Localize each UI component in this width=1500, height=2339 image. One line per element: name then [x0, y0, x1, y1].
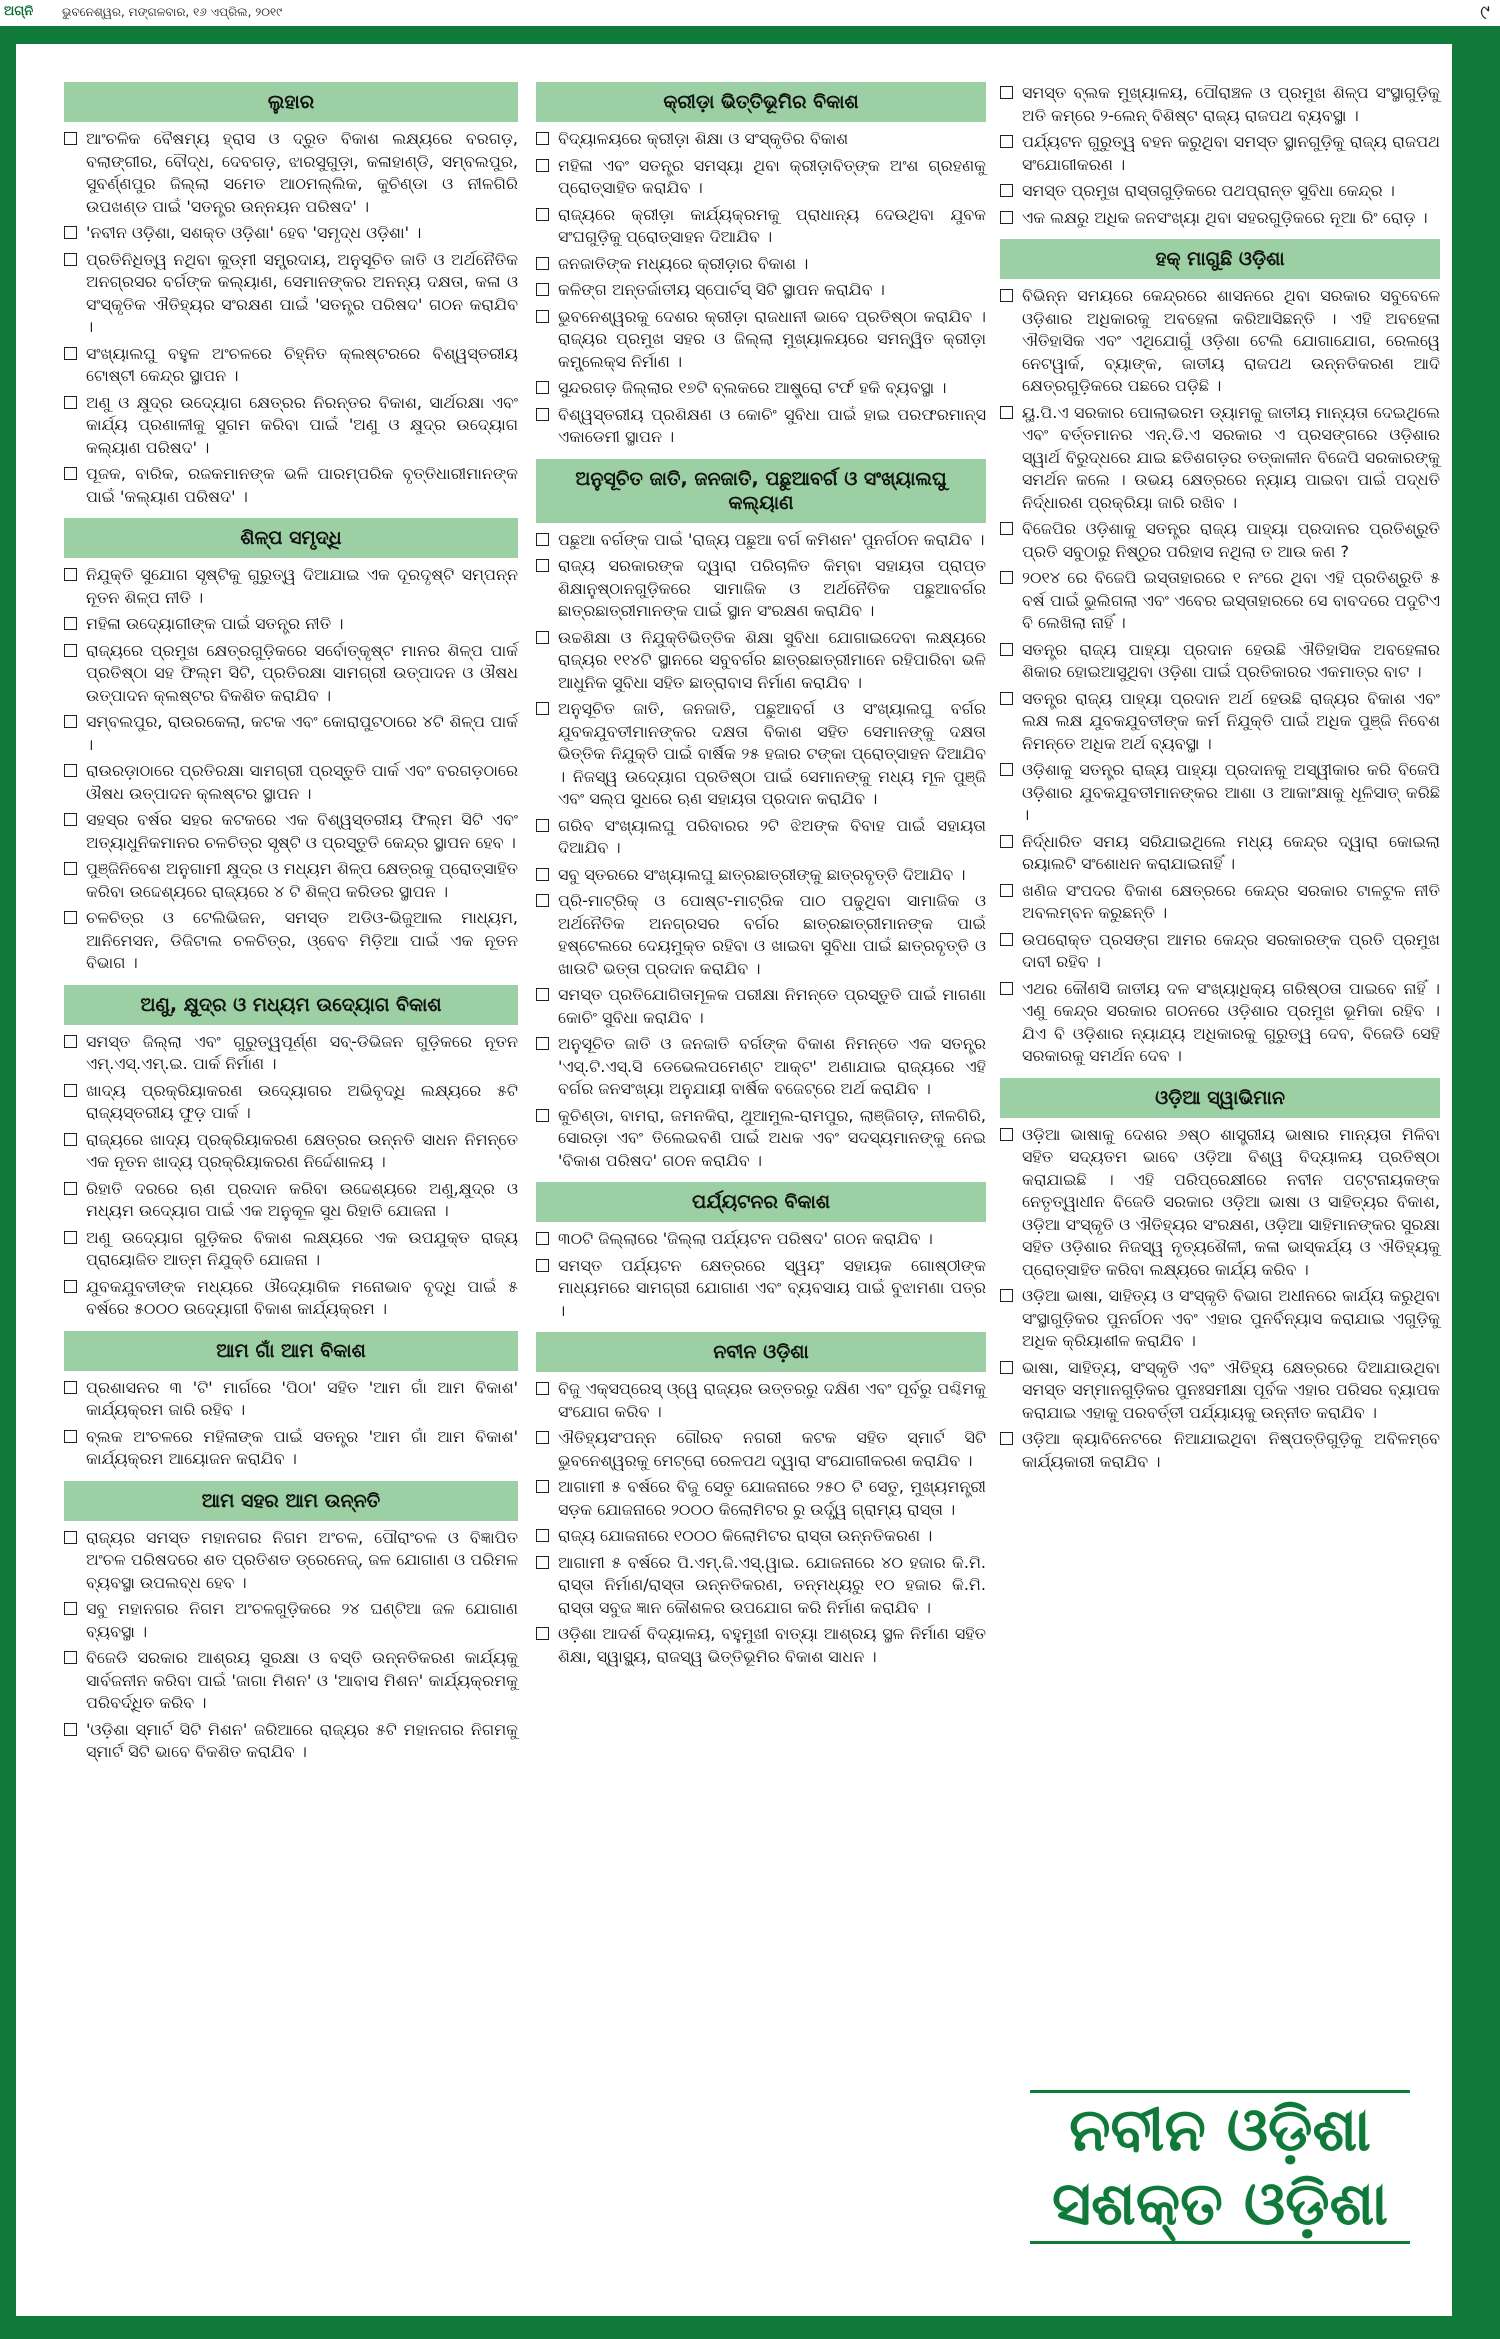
- list-item-text: ସତନ୍ତ୍ର ରାଜ୍ୟ ପାହ୍ୟା ପ୍ରଦାନ ହେଉଛି ଐତିହାସିକ ଅବହେଳାର ଶିକାର ହୋଇଆସୁଥିବା ଓଡ଼ିଶା ପାଇଁ ପ୍ରତିକାରର ଏକମାତ୍ର ବାଟ ।: [1022, 639, 1440, 681]
- list-item-text: ବ୍ଲକ ଅଂଚଳରେ ମହିଳାଙ୍କ ପାଇଁ ସତନ୍ତ୍ର 'ଆମ ଗାଁ ଆମ ବିକାଶ' କାର୍ଯ୍ୟକ୍ରମ ଆୟୋଜନ କରାଯିବ ।: [86, 1426, 518, 1468]
- checkbox-bullet-icon: [64, 813, 77, 826]
- section-title: ଶିଳ୍ପ ସମୃଦ୍ଧି: [64, 518, 518, 558]
- checkbox-bullet-icon: [536, 702, 549, 715]
- checkbox-bullet-icon: [1000, 643, 1013, 656]
- checkbox-bullet-icon: [64, 764, 77, 777]
- list-item-text: ସବୁ ମହାନଗର ନିଗମ ଅଂଚଳଗୁଡ଼ିକରେ ୨୪ ଘଣ୍ଟିଆ ଜଳ ଯୋଗାଣ ବ୍ୟବସ୍ଥା ।: [86, 1599, 518, 1641]
- list-item: [536, 128, 986, 151]
- list-item: [64, 1527, 518, 1595]
- checkbox-bullet-icon: [64, 862, 77, 875]
- list-item: [64, 1598, 518, 1643]
- column-left: [64, 82, 518, 1774]
- list-item: [64, 1129, 518, 1174]
- list-item: [536, 1255, 986, 1323]
- list-item: [536, 204, 986, 249]
- section-title: ଓଡ଼ିଆ ସ୍ୱାଭିମାନ: [1000, 1078, 1440, 1118]
- checkbox-bullet-icon: [536, 1529, 549, 1542]
- list-item-text: ସତନ୍ତ୍ର ରାଜ୍ୟ ପାହ୍ୟା ପ୍ରଦାନ ଅର୍ଥ ହେଉଛି ରାଜ୍ୟର ବିକାଶ ଏବଂ ଲକ୍ଷ ଲକ୍ଷ ଯୁବକଯୁବତୀଙ୍କ କର୍ମ ନିଯୁକ୍ତି ପାଇଁ ଅଧିକ ପୁଞ୍ଜି ନିବେଶ ନିମନ୍ତେ ଅଧିକ ଅର୍ଥ ବ୍ୟବସ୍ଥା ।: [1022, 688, 1440, 753]
- checkbox-bullet-icon: [536, 559, 549, 572]
- list-item-text: ବିଜେପିର ଓଡ଼ିଶାକୁ ସତନ୍ତ୍ର ରାଜ୍ୟ ପାହ୍ୟା ପ୍ରଦାନର ପ୍ରତିଶ୍ରୁତି ପ୍ରତି ସବୁଠାରୁ ନିଷ୍ଠୁର ପରିହାସ ନଥିଲା ତ ଆଉ କଣ ?: [1022, 519, 1440, 561]
- list-item: [64, 907, 518, 975]
- list-item-text: ସମସ୍ତ ପ୍ରତିଯୋଗିତାମୂଳକ ପରୀକ୍ଷା ନିମନ୍ତେ ପ୍ରସ୍ତୁତି ପାଇଁ ମାଗଣା କୋଚିଂ ସୁବିଧା କରାଯିବ ।: [558, 985, 986, 1027]
- section: [64, 985, 518, 1321]
- list-item: [536, 155, 986, 200]
- list-item: [64, 249, 518, 339]
- list-item: [1000, 1357, 1440, 1425]
- checkbox-bullet-icon: [64, 1035, 77, 1048]
- list-item: [1000, 1124, 1440, 1282]
- checkbox-bullet-icon: [1000, 1432, 1013, 1445]
- list-item: [64, 343, 518, 388]
- list-item-text: କଳିଙ୍ଗ ଅନ୍ତର୍ଜାତୀୟ ସ୍ପୋର୍ଟସ୍ ସିଟି ସ୍ଥାପନ କରାଯିବ ।: [558, 280, 885, 299]
- list-item: [536, 984, 986, 1029]
- checkbox-bullet-icon: [536, 1627, 549, 1640]
- list-item: [1000, 639, 1440, 684]
- list-item: [536, 253, 986, 276]
- list-item-text: ମହିଳା ଏବଂ ସତନ୍ତ୍ର ସମସ୍ୟା ଥିବା କ୍ରୀଡ଼ାବିତ୍‌ଙ୍କ ଅଂଶ ଗ୍ରହଣକୁ ପ୍ରୋତ୍ସାହିତ କରାଯିବ ।: [558, 155, 986, 197]
- list-item: [64, 640, 518, 708]
- list-item-text: ବିଶ୍ୱସ୍ତରୀୟ ପ୍ରଶିକ୍ଷଣ ଓ କୋଚିଂ ସୁବିଧା ପାଇଁ ହାଇ ପରଫରମାନ୍ସ ଏକାଡେମୀ ସ୍ଥାପନ ।: [558, 404, 986, 446]
- list-item: [1000, 518, 1440, 563]
- list-item-text: ରାଜ୍ୟ ସରକାରଙ୍କ ଦ୍ୱାରା ପରିଚାଳିତ କିମ୍ବା ସହାୟତା ପ୍ରାପ୍ତ ଶିକ୍ଷାନୁଷ୍ଠାନଗୁଡ଼ିକରେ ସାମାଜିକ ଓ ଅର୍ଥନୈତିକ ପଛୁଆବର୍ଗର ଛାତ୍ରଛାତ୍ରୀମାନଙ୍କ ପାଇଁ ସ୍ଥାନ ସଂରକ୍ଷଣ କରାଯିବ ।: [558, 556, 986, 620]
- list-item-text: ରାଜ୍ୟର ସମସ୍ତ ମହାନଗର ନିଗମ ଅଂଚଳ, ପୌରାଂଚଳ ଓ ବିଜ୍ଞାପିତ ଅଂଚଳ ପରିଷଦରେ ଶତ ପ୍ରତିଶତ ଡ୍ରେନେଜ୍, ଜଳ ଯୋଗାଣ ଓ ପରିମଳ ବ୍ୟବସ୍ଥା ଉପଲବ୍ଧ ହେବ ।: [86, 1527, 518, 1592]
- list-item: [64, 809, 518, 854]
- checkbox-bullet-icon: [64, 1531, 77, 1544]
- checkbox-bullet-icon: [64, 1084, 77, 1097]
- list-item: [536, 1378, 986, 1423]
- list-item-text: ସମସ୍ତ ଜିଲ୍ଲା ଏବଂ ଗୁରୁତ୍ୱପୂର୍ଣ୍ଣ ସବ୍-ଡିଭିଜନ ଗୁଡ଼ିକରେ ନୂତନ ଏମ୍.ଏସ୍.ଏମ୍.ଇ. ପାର୍କ ନିର୍ମାଣ ।: [86, 1031, 518, 1073]
- list-item-text: ଓଡ଼ିଆ ଭାଷା, ସାହିତ୍ୟ ଓ ସଂସ୍କୃତି ବିଭାଗ ଅଧୀନରେ କାର୍ଯ୍ୟ କରୁଥିବା ସଂସ୍ଥାଗୁଡ଼ିକର ପୁନର୍ଗଠନ ଏବଂ ଏହାର ପୁନର୍ବିନ୍ୟାସ କରାଯାଇ ଏଗୁଡ଼ିକୁ ଅଧିକ କ୍ରିୟାଶୀଳ କରାଯିବ ।: [1022, 1286, 1440, 1350]
- checkbox-bullet-icon: [64, 226, 77, 239]
- list-item-text: ସମସ୍ତ ପ୍ରମୁଖ ରାସ୍ତାଗୁଡ଼ିକରେ ପଥପ୍ରାନ୍ତ ସୁବିଧା କେନ୍ଦ୍ର ।: [1022, 181, 1395, 200]
- checkbox-bullet-icon: [536, 819, 549, 832]
- checkbox-bullet-icon: [536, 988, 549, 1001]
- section-title: ପର୍ଯ୍ୟଟନର ବିକାଶ: [536, 1182, 986, 1222]
- checkbox-bullet-icon: [536, 132, 549, 145]
- section: [536, 1182, 986, 1322]
- checkbox-bullet-icon: [536, 310, 549, 323]
- checkbox-bullet-icon: [64, 467, 77, 480]
- checkbox-bullet-icon: [1000, 1128, 1013, 1141]
- list-item: [64, 128, 518, 218]
- section-title: ହକ୍ ମାଗୁଛି ଓଡ଼ିଶା: [1000, 239, 1440, 279]
- list-item-text: ପ୍ରଶାସନର ୩ 'ଟି' ମାର୍ଗରେ 'ପିଠା' ସହିତ 'ଆମ ଗାଁ ଆମ ବିକାଶ' କାର୍ଯ୍ୟକ୍ରମ ଜାରି ରହିବ ।: [86, 1377, 518, 1419]
- list-item-text: ବିଭିନ୍ନ ସମୟରେ କେନ୍ଦ୍ରରେ ଶାସନରେ ଥିବା ସରକାର ସବୁବେଳେ ଓଡ଼ିଶାର ଅଧିକାରକୁ ଅବହେଳା କରିଆସିଛନ୍ତି । ଏହି ଅବହେଳା ଐତିହାସିକ ଏବଂ ଏଥିଯୋଗୁଁ ଓଡ଼ିଶା ଟେଲି ଯୋଗାଯୋଗ, ରେଲୱେ ନେଟୱାର୍କ, ବ୍ୟାଙ୍କ, ଜାତୀୟ ରାଜପଥ ଉନ୍ନତିକରଣ ଆଦି କ୍ଷେତ୍ରଗୁଡ଼ିକରେ ପଛରେ ପଡ଼ିଛି ।: [1022, 286, 1440, 395]
- list-item: [536, 864, 986, 887]
- list-item: [536, 404, 986, 449]
- list-item: [536, 377, 986, 400]
- section: [1000, 82, 1440, 229]
- checkbox-bullet-icon: [64, 347, 77, 360]
- checkbox-bullet-icon: [536, 1556, 549, 1569]
- checkbox-bullet-icon: [64, 1280, 77, 1293]
- checkbox-bullet-icon: [1000, 1361, 1013, 1374]
- checkbox-bullet-icon: [64, 1231, 77, 1244]
- checkbox-bullet-icon: [536, 381, 549, 394]
- green-border-frame: [0, 26, 1500, 2339]
- list-item: [64, 392, 518, 460]
- list-item: [64, 1178, 518, 1223]
- list-item-text: ଅନୁସୂଚିତ ଜାତି, ଜନଜାତି, ପଛୁଆବର୍ଗ ଓ ସଂଖ୍ୟାଲଘୁ ବର୍ଗର ଯୁବକଯୁବତୀମାନଙ୍କର ଦକ୍ଷତା ବିକାଶ ସହିତ ସେମାନଙ୍କୁ ଦକ୍ଷତା ଭିତ୍ତିକ ନିଯୁକ୍ତି ପାଇଁ ବାର୍ଷିକ ୨୫ ହଜାର ଟଙ୍କା ପ୍ରୋତ୍ସାହନ ଦିଆଯିବ । ନିଜସ୍ୱ ଉଦ୍ୟୋଗ ପ୍ରତିଷ୍ଠା ପାଇଁ ସେମାନଙ୍କୁ ମଧ୍ୟ ମୂଳ ପୁଞ୍ଜି ଏବଂ ସଲ୍ପ ସୁଧରେ ଋଣ ସହାୟତା ପ୍ରଦାନ କରାଯିବ ।: [558, 699, 986, 808]
- list-item-text: ଅନୁସୂଚିତ ଜାତି ଓ ଜନଜାତି ବର୍ଗଙ୍କ ବିକାଶ ନିମନ୍ତେ ଏକ ସତନ୍ତ୍ର 'ଏସ୍.ଟି.ଏସ୍.ସି ଡେଭେଲପମେଣ୍ଟ ଆକ୍ଟ' ଅଣାଯାଇ ରାଜ୍ୟରେ ଏହି ବର୍ଗର ଜନସଂଖ୍ୟା ଅନୁଯାୟୀ ବାର୍ଷିକ ବଜେଟ୍‌ରେ ଅର୍ଥ କରାଯିବ ।: [558, 1034, 986, 1098]
- section-title: ଲୁହାର: [64, 82, 518, 122]
- checkbox-bullet-icon: [64, 911, 77, 924]
- section-title: ନବୀନ ଓଡ଼ିଶା: [536, 1332, 986, 1372]
- checkbox-bullet-icon: [64, 568, 77, 581]
- list-item: [1000, 131, 1440, 176]
- list-item: [536, 1623, 986, 1668]
- checkbox-bullet-icon: [64, 396, 77, 409]
- list-item: [64, 760, 518, 805]
- checkbox-bullet-icon: [64, 644, 77, 657]
- checkbox-bullet-icon: [1000, 86, 1013, 99]
- list-item-text: ଅଣୁ ଉଦ୍ୟୋଗ ଗୁଡ଼ିକର ବିକାଶ ଲକ୍ଷ୍ୟରେ ଏକ ଉପଯୁକ୍ତ ରାଜ୍ୟ ପ୍ରାୟୋଜିତ ଆତ୍ମ ନିଯୁକ୍ତି ଯୋଜନା ।: [86, 1227, 518, 1269]
- checkbox-bullet-icon: [536, 408, 549, 421]
- list-item-text: ଆଗାମୀ ୫ ବର୍ଷରେ ପି.ଏମ୍.ଜି.ଏସ୍.ୱାଇ. ଯୋଜନାରେ ୪୦ ହଜାର କି.ମି. ରାସ୍ତା ନିର୍ମାଣ/ରାସ୍ତା ଉନ୍ନତିକରଣ, ତନ୍ମଧ୍ୟରୁ ୧୦ ହଜାର କି.ମି. ରାସ୍ତା ସବୁଜ ଜ୍ଞାନ କୌଶଳର ଉପଯୋଗ କରି ନିର୍ମାଣ କରାଯିବ ।: [558, 1552, 986, 1617]
- checkbox-bullet-icon: [64, 1602, 77, 1615]
- checkbox-bullet-icon: [64, 1381, 77, 1394]
- list-item-text: ପୁଞ୍ଜିନିବେଶ ଅନୁଗାମୀ କ୍ଷୁଦ୍ର ଓ ମଧ୍ୟମ ଶିଳ୍ପ କ୍ଷେତ୍ରକୁ ପ୍ରୋତ୍ସାହିତ କରିବା ଉଦ୍ଦେଶ୍ୟରେ ରାଜ୍ୟରେ ୪ ଟି ଶିଳ୍ପ କରିଡର ସ୍ଥାପନ ।: [86, 859, 518, 901]
- section: [536, 82, 986, 449]
- checkbox-bullet-icon: [536, 533, 549, 546]
- list-item: [64, 1031, 518, 1076]
- checkbox-bullet-icon: [1000, 692, 1013, 705]
- list-item-text: ଉପରୋକ୍ତ ପ୍ରସଙ୍ଗ ଆମର କେନ୍ଦ୍ର ସରକାରଙ୍କ ପ୍ରତି ପ୍ରମୁଖ ଦାବୀ ରହିବ ।: [1022, 929, 1440, 971]
- list-item-text: ଭାଷା, ସାହିତ୍ୟ, ସଂସ୍କୃତି ଏବଂ ଐତିହ୍ୟ କ୍ଷେତ୍ରରେ ଦିଆଯାଉଥିବା ସମସ୍ତ ସମ୍ମାନଗୁଡ଼ିକର ପୁନଃସମୀକ୍ଷା ପୂର୍ବକ ଏହାର ପରିସର ବ୍ୟାପକ କରାଯାଇ ଏହାକୁ ପରବର୍ତ୍ତୀ ପର୍ଯ୍ୟାୟକୁ ଉନ୍ନୀତ କରାଯିବ ।: [1022, 1357, 1440, 1422]
- checkbox-bullet-icon: [536, 1382, 549, 1395]
- checkbox-bullet-icon: [536, 894, 549, 907]
- list-item-text: ରାଜ୍ୟରେ ପ୍ରମୁଖ କ୍ଷେତ୍ରଗୁଡ଼ିକରେ ସର୍ବୋତ୍କୃଷ୍ଟ ମାନର ଶିଳ୍ପ ପାର୍କ ପ୍ରତିଷ୍ଠା ସହ ଫିଲ୍ମ ସିଟି, ପ୍ରତିରକ୍ଷା ସାମଗ୍ରୀ ଉତ୍ପାଦନ ଓ ଔଷଧ ଉତ୍ପାଦନ କ୍ଲଷ୍ଟର ବିକଶିତ କରାଯିବ ।: [86, 640, 518, 705]
- list-item: [64, 1377, 518, 1422]
- list-item-text: ଐତିହ୍ୟସଂପନ୍ନ ଗୌରବ ନଗରୀ କଟକ ସହିତ ସ୍ମାର୍ଟ ସିଟି ଭୁବନେଶ୍ୱରକୁ ମେଟ୍ରୋ ରେଳପଥ ଦ୍ୱାରା ସଂଯୋଗୀକରଣ କରାଯିବ ।: [558, 1428, 986, 1470]
- list-item: [64, 463, 518, 508]
- list-item: [64, 1227, 518, 1272]
- checkbox-bullet-icon: [1000, 835, 1013, 848]
- checkbox-bullet-icon: [1000, 571, 1013, 584]
- list-item-text: ପ୍ରି-ମାଟ୍ରିକ୍ ଓ ପୋଷ୍ଟ-ମାଟ୍ରିକ ପାଠ ପଢୁଥିବା ସାମାଜିକ ଓ ଅର୍ଥନୈତିକ ଅନଗ୍ରସର ବର୍ଗର ଛାତ୍ରଛାତ୍ରୀମାନଙ୍କ ପାଇଁ ହଷ୍ଟେଲରେ ଦେୟମୁକ୍ତ ରହିବା ଓ ଖାଇବା ସୁବିଧା ପାଇଁ ଛାତ୍ରବୃତ୍ତି ଓ ଖାଉଟି ଭତ୍ତା ପ୍ରଦାନ କରାଯିବ ।: [558, 891, 986, 978]
- list-item-text: ରାଜ୍ୟ ଯୋଜନାରେ ୧୦୦୦ କିଲୋମିଟର ରାସ୍ତା ଉନ୍ନତିକରଣ ।: [558, 1526, 933, 1545]
- checkbox-bullet-icon: [64, 617, 77, 630]
- list-item-text: ଜନଜାତିଙ୍କ ମଧ୍ୟରେ କ୍ରୀଡ଼ାର ବିକାଶ ।: [558, 253, 809, 273]
- list-item: [536, 1105, 986, 1173]
- list-item-text: ବିଜୁ ଏକ୍ସପ୍ରେସ୍ ଓ୍ୱେ ରାଜ୍ୟର ଉତ୍ତରରୁ ଦକ୍ଷିଣ ଏବଂ ପୂର୍ବରୁ ପଶ୍ଚିମକୁ ସଂଯୋଗ କରିବ ।: [558, 1379, 986, 1421]
- list-item-text: ଓଡ଼ିଆ ଭାଷାକୁ ଦେଶର ୬ଷ୍ଠ ଶାସ୍ତ୍ରୀୟ ଭାଷାର ମାନ୍ୟତା ମିଳିବା ସହିତ ସଦ୍ୟତମ ଭାବେ ଓଡ଼ିଆ ବିଶ୍ୱ ବିଦ୍ୟାଳୟ ପ୍ରତିଷ୍ଠା କରାଯାଇଛି । ଏହି ପରିପ୍ରେକ୍ଷୀରେ ନବୀନ ପଟ୍ଟନାୟକଙ୍କ ନେତୃତ୍ୱାଧୀନ ବିଜେଡି ସରକାର ଓଡ଼ିଆ ଭାଷା ଓ ସାହିତ୍ୟର ବିକାଶ, ଓଡ଼ିଆ ସଂସ୍କୃତି ଓ ଐତିହ୍ୟର ସଂରକ୍ଷଣ, ଓଡ଼ିଆ ସାହିମାନଙ୍କର ସୁରକ୍ଷା ସହିତ ଓଡ଼ିଶାର ନିଜସ୍ୱ ନୃତ୍ୟଶୈଳୀ, କଳା ଭାସ୍କର୍ଯ୍ୟ ଓ ଐତିହ୍ୟକୁ ପ୍ରୋତ୍ସାହିତ କରିବା ଲକ୍ଷ୍ୟରେ କାର୍ଯ୍ୟ କରିବ ।: [1022, 1124, 1440, 1279]
- column-middle: [536, 82, 986, 1678]
- slogan-line-1: ନବୀନ ଓଡ଼ିଶା: [1069, 2095, 1371, 2165]
- checkbox-bullet-icon: [536, 1232, 549, 1245]
- checkbox-bullet-icon: [64, 715, 77, 728]
- dateline: ଭୁବନେଶ୍ୱର, ମଙ୍ଗଳବାର, ୧୬ ଏପ୍ରିଲ, ୨୦୧୯: [62, 5, 283, 19]
- list-item-text: ପ୍ରତିନିଧିତ୍ୱ ନଥିବା କୁଡ୍ମୀ ସମ୍ପ୍ରଦାୟ, ଅନୁସୂଚିତ ଜାତି ଓ ଅର୍ଥନୈତିକ ଅନଗ୍ରସର ବର୍ଗଙ୍କ କଲ୍ୟାଣ, ସେମାନଙ୍କର ଅନନ୍ୟ ଦକ୍ଷତା, କଳା ଓ ସଂସ୍କୃତିକ ଐତିହ୍ୟର ସଂରକ୍ଷଣ ପାଇଁ 'ସତନ୍ତ୍ର ପରିଷଦ' ଗଠନ କରାଯିବ ।: [86, 249, 518, 336]
- list-item-text: ସହସ୍ର ବର୍ଷର ସହର କଟକରେ ଏକ ବିଶ୍ୱସ୍ତରୀୟ ଫିଲ୍ମ ସିଟି ଏବଂ ଅତ୍ୟାଧୁନିକମାନର ଚଳଚିତ୍ର ସୃଷ୍ଟି ଓ ପ୍ରସ୍ତୁତି କେନ୍ଦ୍ର ସ୍ଥାପନ ହେବ ।: [86, 810, 518, 852]
- column-right: [1000, 82, 1440, 1483]
- list-item-text: ଖାଦ୍ୟ ପ୍ରକ୍ରିୟାକରଣ ଉଦ୍ୟୋଗର ଅଭିବୃଦ୍ଧି ଲକ୍ଷ୍ୟରେ ୫ଟି ରାଜ୍ୟସ୍ତରୀୟ ଫୁଡ଼ ପାର୍କ ।: [86, 1080, 518, 1122]
- list-item-text: ସବୁ ସ୍ତରରେ ସଂଖ୍ୟାଲଘୁ ଛାତ୍ରଛାତ୍ରୀଙ୍କୁ ଛାତ୍ରବୃତ୍ତି ଦିଆଯିବ ।: [558, 864, 966, 884]
- list-item-text: 'ଓଡ଼ିଶା ସ୍ମାର୍ଟ ସିଟି ମିଶନ' ଜରିଆରେ ରାଜ୍ୟର ୫ଟି ମହାନଗର ନିଗମକୁ ସ୍ମାର୍ଟ ସିଟି ଭାବେ ବିକଶିତ କରାଯିବ ।: [86, 1719, 518, 1761]
- checkbox-bullet-icon: [536, 159, 549, 172]
- checkbox-bullet-icon: [64, 1723, 77, 1736]
- list-item: [1000, 285, 1440, 398]
- list-item-text: ପର୍ଯ୍ୟଟନ ଗୁରୁତ୍ୱ ବହନ କରୁଥିବା ସମସ୍ତ ସ୍ଥାନଗୁଡ଼ିକୁ ରାଜ୍ୟ ରାଜପଥ ସଂଯୋଗୀକରଣ ।: [1022, 132, 1440, 174]
- list-item: [536, 555, 986, 623]
- list-item-text: ଓଡ଼ିଶାକୁ ସତନ୍ତ୍ର ରାଜ୍ୟ ପାହ୍ୟା ପ୍ରଦାନକୁ ଅସ୍ୱୀକାର କରି ବିଜେପି ଓଡ଼ିଶାର ଯୁବକଯୁବତୀମାନଙ୍କର ଆଶା ଓ ଆକାଂକ୍ଷାକୁ ଧୂଳିସାତ୍ କରିଛି ।: [1022, 760, 1440, 824]
- list-item: [1000, 759, 1440, 827]
- list-item-text: ସମସ୍ତ ପର୍ଯ୍ୟଟନ କ୍ଷେତ୍ରରେ ସ୍ୱୟଂ ସହାୟକ ଗୋଷ୍ଠୀଙ୍କ ମାଧ୍ୟମରେ ସାମଗ୍ରୀ ଯୋଗାଣ ଏବଂ ବ୍ୟବସାୟ ପାଇଁ ବୁଝାମଣା ପତ୍ର ।: [558, 1255, 986, 1320]
- list-item: [64, 1276, 518, 1321]
- list-item-text: ଓଡ଼ିଶା ଆଦର୍ଶ ବିଦ୍ୟାଳୟ, ବହୁମୁଖୀ ବାତ୍ୟା ଆଶ୍ରୟ ସ୍ଥଳ ନିର୍ମାଣ ସହିତ ଶିକ୍ଷା, ସ୍ୱାସ୍ଥ୍ୟ, ରାଜସ୍ୱ ଭିତ୍ତିଭୂମିର ବିକାଶ ସାଧନ ।: [558, 1624, 986, 1666]
- list-item-text: ନିର୍ଦ୍ଧାରିତ ସମୟ ସରିଯାଇଥିଲେ ମଧ୍ୟ କେନ୍ଦ୍ର ଦ୍ୱାରା କୋଇଲା ରୟାଲଟି ସଂଶୋଧନ କରାଯାଇନାହିଁ ।: [1022, 831, 1440, 873]
- page-number: ୯: [1480, 0, 1490, 24]
- list-item-text: ବିଦ୍ୟାଳୟରେ କ୍ରୀଡ଼ା ଶିକ୍ଷା ଓ ସଂସ୍କୃତିର ବିକାଶ: [558, 129, 849, 148]
- list-item: [536, 698, 986, 811]
- checkbox-bullet-icon: [536, 1037, 549, 1050]
- section-title: ଆମ ସହର ଆମ ଉନ୍ନତି: [64, 1481, 518, 1521]
- section: [64, 1481, 518, 1764]
- checkbox-bullet-icon: [1000, 211, 1013, 224]
- checkbox-bullet-icon: [1000, 763, 1013, 776]
- list-item: [536, 890, 986, 980]
- checkbox-bullet-icon: [1000, 933, 1013, 946]
- list-item: [536, 815, 986, 860]
- checkbox-bullet-icon: [536, 208, 549, 221]
- checkbox-bullet-icon: [536, 257, 549, 270]
- section: [1000, 239, 1440, 1068]
- list-item: [536, 1476, 986, 1521]
- list-item: [64, 1719, 518, 1764]
- checkbox-bullet-icon: [64, 253, 77, 266]
- list-item: [1000, 1428, 1440, 1473]
- checkbox-bullet-icon: [1000, 406, 1013, 419]
- list-item-text: ଉଚ୍ଚଶିକ୍ଷା ଓ ନିଯୁକ୍ତିଭିତ୍ତିକ ଶିକ୍ଷା ସୁବିଧା ଯୋଗାଇଦେବା ଲକ୍ଷ୍ୟରେ ରାଜ୍ୟର ୧୧୪ଟି ସ୍ଥାନରେ ସବୁବର୍ଗର ଛାତ୍ରଛାତ୍ରୀମାନେ ରହିପାରିବା ଭଳି ଆଧୁନିକ ସୁବିଧା ସହିତ ଛାତ୍ରାବାସ ନିର୍ମାଣ କରାଯିବ ।: [558, 627, 986, 692]
- checkbox-bullet-icon: [536, 283, 549, 296]
- section: [64, 518, 518, 975]
- list-item: [536, 306, 986, 374]
- checkbox-bullet-icon: [1000, 522, 1013, 535]
- checkbox-bullet-icon: [536, 1431, 549, 1444]
- list-item: [1000, 880, 1440, 925]
- list-item-text: ବିଜେଡି ସରକାର ଆଶ୍ରୟ ସୁରକ୍ଷା ଓ ବସ୍ତି ଉନ୍ନତିକରଣ କାର୍ଯ୍ୟକୁ ସାର୍ବଜନୀନ କରିବା ପାଇଁ 'ଜାଗା ମିଶନ' ଓ 'ଆବାସ ମିଶନ' କାର୍ଯ୍ୟକ୍ରମକୁ ପରିବର୍ଦ୍ଧିତ କରିବ ।: [86, 1648, 518, 1712]
- list-item-text: ଗରିବ ସଂଖ୍ୟାଲଘୁ ପରିବାରର ୨ଟି ଝିଅଙ୍କ ବିବାହ ପାଇଁ ସହାୟତା ଦିଆଯିବ ।: [558, 815, 986, 857]
- list-item: [536, 529, 986, 552]
- list-item: [536, 1427, 986, 1472]
- list-item: [536, 1228, 986, 1251]
- section: [536, 1332, 986, 1668]
- list-item-text: କୁଚିଣ୍ଡା, ବାମରା, ଜମନକିରା, ଥୁଆମୁଲ-ରାମପୁର, ଲାଞ୍ଜିଗଡ଼, ନୀଳଗିରି, ସୋରଡ଼ା ଏବଂ ତିଲେଇବଣି ପାଇଁ ଅଧକ ଏବଂ ସଦସ୍ୟମାନଙ୍କୁ ନେଇ 'ବିକାଶ ପରିଷଦ' ଗଠନ କରାଯିବ ।: [558, 1105, 986, 1170]
- list-item-text: ଓଡ଼ିଆ କ୍ୟାବିନେଟରେ ନିଆଯାଇଥିବା ନିଷ୍ପତ୍ତିଗୁଡ଼ିକୁ ଅବିଳମ୍ବେ କାର୍ଯ୍ୟକାରୀ କରାଯିବ ।: [1022, 1429, 1440, 1471]
- checkbox-bullet-icon: [64, 1651, 77, 1664]
- list-item: [536, 1552, 986, 1620]
- checkbox-bullet-icon: [64, 1430, 77, 1443]
- list-item-text: ରାଉରଡ଼ାଠାରେ ପ୍ରତିରକ୍ଷା ସାମଗ୍ରୀ ପ୍ରସ୍ତୁତି ପାର୍କ ଏବଂ ବରଗଡ଼ଠାରେ ଔଷଧ ଉତ୍ପାଦନ କ୍ଲଷ୍ଟର ସ୍ଥାପନ ।: [86, 761, 518, 803]
- section-title: ଅନୁସୂଚିତ ଜାତି, ଜନଜାତି, ପଛୁଆବର୍ଗ ଓ ସଂଖ୍ୟାଲଘୁ କଲ୍ୟାଣ: [536, 459, 986, 523]
- list-item: [1000, 402, 1440, 515]
- logo-rule: [1030, 2241, 1410, 2244]
- slogan-line-2: ସଶକ୍ତ ଓଡ଼ିଶା: [1052, 2169, 1388, 2239]
- checkbox-bullet-icon: [1000, 884, 1013, 897]
- checkbox-bullet-icon: [1000, 184, 1013, 197]
- list-item-text: ୟୁ.ପି.ଏ ସରକାର ପୋଲାଭରମ ଡ୍ୟାମକୁ ଜାତୀୟ ମାନ୍ୟତା ଦେଇଥିଲେ ଏବଂ ବର୍ତ୍ତମାନର ଏନ୍.ଡି.ଏ ସରକାର ଏ ପ୍ରସଙ୍ଗରେ ଓଡ଼ିଶାର ସ୍ୱାର୍ଥ ବିରୁଦ୍ଧରେ ଯାଇ ଛତିଶଗଡ଼ର ତତ୍କାଳୀନ ବିଜେପି ସରକାରଙ୍କୁ ସମର୍ଥନ କଲେ । ଉଭୟ କ୍ଷେତ୍ରରେ ନ୍ୟାୟ ପାଇବା ପାଇଁ ପଦ୍ଧତି ନିର୍ଦ୍ଧାରଣ ପ୍ରକ୍ରିୟା ଜାରି ରଖିବ ।: [1022, 402, 1440, 512]
- section-title: ଅଣୁ, କ୍ଷୁଦ୍ର ଓ ମଧ୍ୟମ ଉଦ୍ୟୋଗ ବିକାଶ: [64, 985, 518, 1025]
- list-item: [1000, 567, 1440, 635]
- list-item-text: ନିଯୁକ୍ତି ସୁଯୋଗ ସୃଷ୍ଟିକୁ ଗୁରୁତ୍ୱ ଦିଆଯାଇ ଏକ ଦୂରଦୃଷ୍ଟି ସମ୍ପନ୍ନ ନୂତନ ଶିଳ୍ପ ନୀତି ।: [86, 565, 518, 607]
- list-item-text: ଖଣିଜ ସଂପଦର ବିକାଶ କ୍ଷେତ୍ରରେ କେନ୍ଦ୍ର ସରକାର ଟାଳଟୁଳ ନୀତି ଅବଲମ୍ବନ କରୁଛନ୍ତି ।: [1022, 880, 1440, 922]
- section: [536, 459, 986, 1173]
- list-item-text: ରାଜ୍ୟରେ ଖାଦ୍ୟ ପ୍ରକ୍ରିୟାକରଣ କ୍ଷେତ୍ରର ଉନ୍ନତି ସାଧନ ନିମନ୍ତେ ଏକ ନୂତନ ଖାଦ୍ୟ ପ୍ରକ୍ରିୟାକରଣ ନିର୍ଦ୍ଦେଶାଳୟ ।: [86, 1129, 518, 1171]
- list-item-text: ୨୦୧୪ ରେ ବିଜେପି ଇସ୍ତାହାରରେ ୧ ନଂରେ ଥିବା ଏହି ପ୍ରତିଶ୍ରୁତି ୫ ବର୍ଷ ପାଇଁ ଭୁଲିଗଲା ଏବଂ ଏବେର ଇସ୍ତାହାରରେ ସେ ବାବଦରେ ପଦୁଟିଏ ବି ଲେଖିଲା ନାହିଁ ।: [1022, 568, 1440, 632]
- section-title: କ୍ରୀଡ଼ା ଭିତ୍ତିଭୂମିର ବିକାଶ: [536, 82, 986, 122]
- checkbox-bullet-icon: [64, 1133, 77, 1146]
- list-item-text: ସମସ୍ତ ବ୍ଲକ ମୁଖ୍ୟାଳୟ, ପୌରାଞ୍ଚଳ ଓ ପ୍ରମୁଖ ଶିଳ୍ପ ସଂସ୍ଥାଗୁଡ଼ିକୁ ଅତି କମ୍‌ରେ ୨-ଲେନ୍ ବିଶିଷ୍ଟ ରାଜ୍ୟ ରାଜପଥ ବ୍ୟବସ୍ଥା ।: [1022, 83, 1440, 125]
- list-item-text: ଏକ ଲକ୍ଷରୁ ଅଧିକ ଜନସଂଖ୍ୟା ଥିବା ସହରଗୁଡ଼ିକରେ ନୂଆ ରିଂ ରୋଡ଼ ।: [1022, 207, 1428, 227]
- slogan-logo: [1000, 2090, 1440, 2244]
- checkbox-bullet-icon: [536, 1109, 549, 1122]
- list-item-text: ଆଗାମୀ ୫ ବର୍ଷରେ ବିଜୁ ସେତୁ ଯୋଜନାରେ ୨୫୦ ଟି ସେତୁ, ମୁଖ୍ୟମନ୍ତ୍ରୀ ସଡ଼କ ଯୋଜନାରେ ୨୦୦୦ କିଲୋମିଟର ରୁ ଉର୍ଦ୍ଧ୍ୱ ଗ୍ରାମ୍ୟ ରାସ୍ତା ।: [558, 1477, 986, 1519]
- checkbox-bullet-icon: [64, 132, 77, 145]
- list-item-text: ଆଂଚଳିକ ବୈଷମ୍ୟ ହ୍ରାସ ଓ ଦ୍ରୁତ ବିକାଶ ଲକ୍ଷ୍ୟରେ ବରଗଡ଼, ବଲାଙ୍ଗୀର, ବୌଦ୍ଧ, ଦେବଗଡ଼, ଝାରସୁଗୁଡ଼ା, କଳାହାଣ୍ଡି, ସମ୍ବଲପୁର, ସୁବର୍ଣ୍ଣପୁର ଜିଲ୍ଲା ସମେତ ଆଠମଲ୍ଲିକ, କୁଚିଣ୍ଡା ଓ ନୀଳଗିରି ଉପଖଣ୍ଡ ପାଇଁ 'ସତନ୍ତ୍ର ଉନ୍ନୟନ ପରିଷଦ' ।: [86, 129, 518, 216]
- checkbox-bullet-icon: [1000, 135, 1013, 148]
- list-item-text: ଭୁବନେଶ୍ୱରକୁ ଦେଶର କ୍ରୀଡ଼ା ରାଜଧାନୀ ଭାବେ ପ୍ରତିଷ୍ଠା କରାଯିବ । ରାଜ୍ୟର ପ୍ରମୁଖ ସହର ଓ ଜିଲ୍ଲା ମୁଖ୍ୟାଳୟରେ ସମନ୍ୱିତ କ୍ରୀଡ଼ା କମ୍ପ୍ଲେକ୍ସ ନିର୍ମାଣ ।: [558, 306, 986, 371]
- list-item: [64, 1080, 518, 1125]
- top-bar: [0, 0, 1500, 27]
- list-item: [1000, 180, 1440, 203]
- list-item-text: ରିହାତି ଦରରେ ଋଣ ପ୍ରଦାନ କରିବା ଉଦ୍ଦେଶ୍ୟରେ ଅଣୁ,କ୍ଷୁଦ୍ର ଓ ମଧ୍ୟମ ଉଦ୍ୟୋଗ ପାଇଁ ଏକ ଅନୁକୂଳ ସୁଧ ରିହାତି ଯୋଜନା ।: [86, 1178, 518, 1220]
- masthead: ଅଗ୍ନି: [4, 4, 34, 19]
- checkbox-bullet-icon: [536, 631, 549, 644]
- list-item: [64, 613, 518, 636]
- list-item: [536, 1033, 986, 1101]
- list-item: [64, 222, 518, 245]
- list-item: [64, 858, 518, 903]
- list-item-text: ପଛୁଆ ବର୍ଗଙ୍କ ପାଇଁ 'ରାଜ୍ୟ ପଛୁଆ ବର୍ଗ କମିଶନ' ପୁନର୍ଗଠନ କରାଯିବ ।: [558, 529, 985, 549]
- checkbox-bullet-icon: [1000, 1289, 1013, 1302]
- list-item: [536, 1525, 986, 1548]
- list-item: [1000, 929, 1440, 974]
- list-item: [1000, 207, 1440, 230]
- checkbox-bullet-icon: [536, 1259, 549, 1272]
- list-item: [64, 711, 518, 756]
- section: [64, 1331, 518, 1471]
- list-item: [536, 279, 986, 302]
- checkbox-bullet-icon: [1000, 289, 1013, 302]
- checkbox-bullet-icon: [1000, 982, 1013, 995]
- list-item: [1000, 831, 1440, 876]
- list-item-text: ସମ୍ବଲପୁର, ରାଉରକେଲା, କଟକ ଏବଂ କୋରାପୁଟଠାରେ ୪ଟି ଶିଳ୍ପ ପାର୍କ ।: [86, 712, 518, 754]
- list-item-text: ସଂଖ୍ୟାଲଘୁ ବହୁଳ ଅଂଚଳରେ ଚିହ୍ନିତ କ୍ଲଷ୍ଟରରେ ବିଶ୍ୱସ୍ତରୀୟ ଟୋଷ୍ଟୀ କେନ୍ଦ୍ର ସ୍ଥାପନ ।: [86, 343, 518, 385]
- list-item: [1000, 1285, 1440, 1353]
- section: [64, 82, 518, 508]
- list-item: [1000, 688, 1440, 756]
- list-item: [64, 1647, 518, 1715]
- list-item-text: ମହିଳା ଉଦ୍ୟୋଗୀଙ୍କ ପାଇଁ ସତନ୍ତ୍ର ନୀତି ।: [86, 614, 344, 633]
- list-item-text: ପୂଜକ, ବାରିକ, ରଜକମାନଙ୍କ ଭଳି ପାରମ୍ପରିକ ବୃତ୍ତିଧାରୀମାନଙ୍କ ପାଇଁ 'କଲ୍ୟାଣ ପରିଷଦ' ।: [86, 464, 518, 506]
- list-item-text: ଏଥର କୌଣସି ଜାତୀୟ ଦଳ ସଂଖ୍ୟାଧିକ୍ୟ ଗରିଷ୍ଠତା ପାଇବେ ନାହିଁ । ଏଣୁ କେନ୍ଦ୍ର ସରକାର ଗଠନରେ ଓଡ଼ିଶାର ପ୍ରମୁଖ ଭୂମିକା ରହିବ । ଯିଏ ବି ଓଡ଼ିଶାର ନ୍ୟାଯ୍ୟ ଅଧିକାରକୁ ଗୁରୁତ୍ୱ ଦେବ, ବିଜେଡି ସେହି ସରକାରକୁ ସମର୍ଥନ ଦେବ ।: [1022, 978, 1440, 1065]
- list-item: [64, 564, 518, 609]
- section-title: ଆମ ଗାଁ ଆମ ବିକାଶ: [64, 1331, 518, 1371]
- list-item-text: 'ନବୀନ ଓଡ଼ିଶା, ସଶକ୍ତ ଓଡ଼ିଶା' ହେବ 'ସମୃଦ୍ଧ ଓଡ଼ିଶା' ।: [86, 223, 422, 242]
- checkbox-bullet-icon: [64, 1182, 77, 1195]
- list-item-text: ରାଜ୍ୟରେ କ୍ରୀଡ଼ା କାର୍ଯ୍ୟକ୍ରମକୁ ପ୍ରାଧାନ୍ୟ ଦେଉଥିବା ଯୁବକ ସଂଘଗୁଡ଼ିକୁ ପ୍ରୋତ୍ସାହନ ଦିଆଯିବ ।: [558, 204, 986, 246]
- list-item-text: ସୁନ୍ଦରଗଡ଼ ଜିଲ୍ଲାର ୧୭ଟି ବ୍ଲକରେ ଆଷ୍ଟ୍ରୋ ଟର୍ଫ ହକି ବ୍ୟବସ୍ଥା ।: [558, 378, 947, 397]
- list-item: [1000, 978, 1440, 1068]
- list-item-text: ଅଣୁ ଓ କ୍ଷୁଦ୍ର ଉଦ୍ୟୋଗ କ୍ଷେତ୍ରର ନିରନ୍ତର ବିକାଶ, ସାର୍ଥରକ୍ଷା ଏବଂ କାର୍ଯ୍ୟ ପ୍ରଣାଳୀକୁ ସୁଗମ କରିବା ପାଇଁ 'ଅଣୁ ଓ କ୍ଷୁଦ୍ର ଉଦ୍ୟୋଗ କଲ୍ୟାଣ ପରିଷଦ' ।: [86, 392, 518, 457]
- checkbox-bullet-icon: [536, 1480, 549, 1493]
- list-item: [64, 1426, 518, 1471]
- list-item: [1000, 82, 1440, 127]
- content-panel: [16, 44, 1452, 2316]
- checkbox-bullet-icon: [536, 868, 549, 881]
- list-item-text: ଚଳଚିତ୍ର ଓ ଟେଲିଭିଜନ, ସମସ୍ତ ଅଡିଓ-ଭିଜୁଆଲ ମାଧ୍ୟମ, ଆନିମେସନ, ଡିଜିଟାଲ ଚଳଚିତ୍ର, ଓ୍ବେବ ମିଡ଼ିଆ ପାଇଁ ଏକ ନୂତନ ବିଭାଗ ।: [86, 908, 518, 972]
- list-item: [536, 627, 986, 695]
- section: [1000, 1078, 1440, 1474]
- list-item-text: ଯୁବକଯୁବତୀଙ୍କ ମଧ୍ୟରେ ଔଦ୍ୟୋଗିକ ମନୋଭାବ ବୃଦ୍ଧି ପାଇଁ ୫ ବର୍ଷରେ ୫୦୦୦ ଉଦ୍ୟୋଗୀ ବିକାଶ କାର୍ଯ୍ୟକ୍ରମ ।: [86, 1276, 518, 1318]
- list-item-text: ୩୦ଟି ଜିଲ୍ଲାରେ 'ଜିଲ୍ଲା ପର୍ଯ୍ୟଟନ ପରିଷଦ' ଗଠନ କରାଯିବ ।: [558, 1229, 933, 1248]
